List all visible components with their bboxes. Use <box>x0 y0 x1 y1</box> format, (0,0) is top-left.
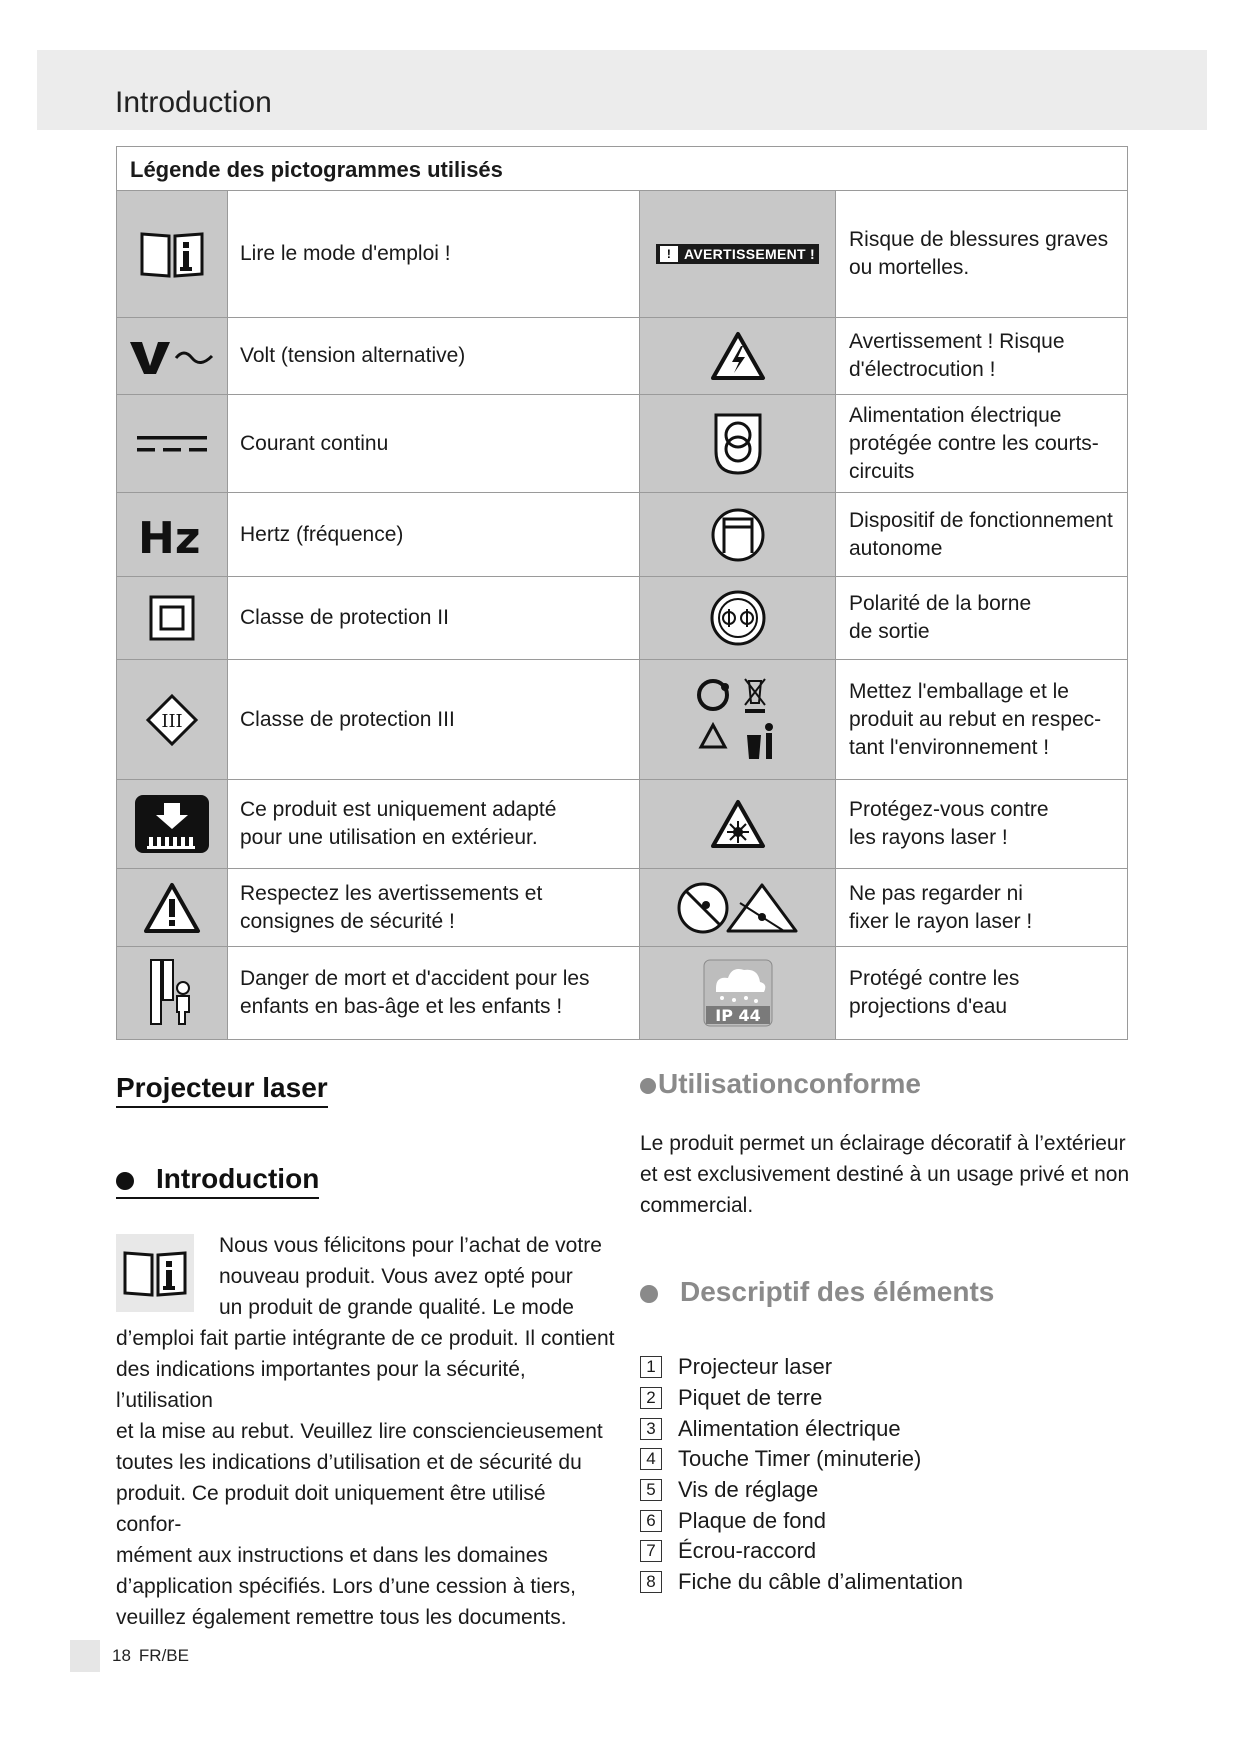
legend-text: Lire le mode d'emploi ! <box>240 242 451 265</box>
parts-list <box>640 1352 963 1598</box>
intro-text-line: des indications importantes pour la sécurité, l’utilisation <box>116 1358 526 1412</box>
intro-text-line: veuillez également remettre tous les documents. <box>116 1606 567 1629</box>
intro-text-line: nouveau produit. Vous avez opté pour <box>219 1265 573 1288</box>
usage-text: Le produit permet un éclairage décoratif à l’extérieur et est exclusivement destiné à un usage privé et non commercial. <box>640 1132 1130 1217</box>
part-label: Touche Timer (minuterie) <box>678 1446 922 1472</box>
list-item <box>640 1444 963 1475</box>
legend-text: Avertissement ! Risque d'électrocution ! <box>849 330 1065 381</box>
list-item <box>640 1505 963 1536</box>
page-locale: FR/BE <box>138 1646 189 1665</box>
legend-row <box>117 577 1127 660</box>
page-number: 18 <box>112 1646 131 1665</box>
part-label: Alimentation électrique <box>678 1415 901 1441</box>
volt-ac-icon <box>117 318 228 394</box>
legend-text: Classe de protection III <box>240 707 455 731</box>
intro-paragraph <box>116 1230 616 1633</box>
pictogram-legend-table <box>116 146 1128 1040</box>
recycling-disposal-icon <box>639 660 836 779</box>
intro-text-line: d’emploi fait partie intégrante de ce produit. Il contient <box>116 1327 615 1350</box>
legend-text: Protégez-vous contre les rayons laser ! <box>849 798 1049 849</box>
intro-text-line: produit. Ce produit doit uniquement être utilisé confor- <box>116 1482 546 1536</box>
intro-text-line: d’application spécifiés. Lors d’une cession à tiers, <box>116 1575 576 1598</box>
legend-row <box>117 780 1127 869</box>
intro-text <box>116 1230 616 1633</box>
outdoor-use-icon <box>117 780 228 868</box>
protection-class-3-icon <box>117 660 228 779</box>
part-number: 7 <box>640 1540 662 1562</box>
warning-label-icon: ! AVERTISSEMENT ! <box>639 191 836 317</box>
direct-current-icon <box>117 395 228 492</box>
intro-text-line: mément aux instructions et dans les domaines <box>116 1544 548 1567</box>
part-number: 5 <box>640 1479 662 1501</box>
legend-text: Ne pas regarder ni fixer le rayon laser ! <box>849 881 1033 933</box>
parts-heading-label: Descriptif des éléments <box>680 1276 995 1307</box>
list-item <box>640 1383 963 1414</box>
legend-row <box>117 493 1127 577</box>
bullet-icon <box>116 1172 134 1190</box>
intro-heading <box>116 1163 319 1199</box>
list-item <box>640 1567 963 1598</box>
protection-class-2-icon <box>117 577 228 659</box>
usage-heading-label: Utilisationconforme <box>658 1068 921 1099</box>
bullet-icon <box>640 1078 656 1094</box>
ip-rating-text: IP 44 <box>714 1006 761 1025</box>
read-manual-icon <box>117 191 228 317</box>
legend-text: Danger de mort et d'accident pour les enfants en bas-âge et les enfants ! <box>240 967 590 1018</box>
svg-text:III: III <box>161 710 183 732</box>
short-circuit-proof-transformer-icon <box>639 395 836 492</box>
part-number: 3 <box>640 1418 662 1440</box>
ip44-icon <box>639 947 836 1039</box>
part-number: 8 <box>640 1571 662 1593</box>
legend-text: Mettez l'emballage et le produit au rebut en respec- tant l'environnement ! <box>849 679 1102 759</box>
intro-text-line: Nous vous félicitons pour l’achat de votre <box>219 1234 602 1257</box>
part-label: Piquet de terre <box>678 1385 823 1411</box>
footer-marker <box>70 1640 100 1672</box>
page-footer <box>112 1646 197 1666</box>
part-number: 4 <box>640 1448 662 1470</box>
list-item <box>640 1413 963 1444</box>
legend-text: Courant continu <box>240 431 389 455</box>
intro-heading-label: Introduction <box>156 1163 320 1194</box>
part-number: 6 <box>640 1510 662 1532</box>
legend-text: Polarité de la borne de sortie <box>849 592 1032 643</box>
usage-heading <box>640 1068 921 1100</box>
list-item <box>640 1475 963 1506</box>
legend-row <box>117 395 1127 493</box>
output-polarity-icon <box>639 577 836 659</box>
list-item <box>640 1352 963 1383</box>
list-item <box>640 1536 963 1567</box>
intro-text-line: et la mise au rebut. Veuillez lire consciencieusement <box>116 1420 603 1443</box>
page-title: Introduction <box>115 86 272 119</box>
legend-row <box>117 318 1127 395</box>
safety-warning-icon <box>117 869 228 946</box>
legend-text: Ce produit est uniquement adapté pour une utilisation en extérieur. <box>240 798 557 849</box>
part-label: Vis de réglage <box>678 1477 819 1503</box>
hertz-icon <box>117 493 228 576</box>
part-label: Projecteur laser <box>678 1354 833 1380</box>
part-number: 2 <box>640 1387 662 1409</box>
legend-row <box>117 191 1127 318</box>
parts-heading <box>640 1276 994 1308</box>
legend-text: Risque de blessures graves ou mortelles. <box>849 228 1109 279</box>
legend-text: Protégé contre les projections d'eau <box>849 967 1020 1018</box>
legend-text: Respectez les avertissements et consignes de sécurité ! <box>240 881 543 933</box>
legend-caption: Légende des pictogrammes utilisés <box>117 147 1127 191</box>
legend-text: Volt (tension alternative) <box>240 344 466 367</box>
laser-warning-icon <box>639 780 836 868</box>
child-danger-icon <box>117 947 228 1039</box>
legend-row <box>117 660 1127 780</box>
part-label: Plaque de fond <box>678 1507 827 1533</box>
legend-text: Dispositif de fonctionnement autonome <box>849 508 1113 560</box>
legend-text: Classe de protection II <box>240 606 449 629</box>
intro-text-line: un produit de grande qualité. Le mode <box>219 1296 574 1319</box>
product-title: Projecteur laser <box>116 1072 328 1108</box>
part-number: 1 <box>640 1356 662 1378</box>
independent-operation-icon <box>639 493 836 576</box>
svg-text:Hz: Hz <box>138 512 201 557</box>
electric-shock-icon <box>639 318 836 394</box>
bullet-icon <box>640 1285 658 1303</box>
legend-row <box>117 947 1127 1039</box>
legend-row <box>117 869 1127 947</box>
part-label: Fiche du câble d’alimentation <box>678 1569 963 1595</box>
intro-text-line: toutes les indications d’utilisation et de sécurité du <box>116 1451 582 1474</box>
legend-text: Hertz (fréquence) <box>240 522 404 546</box>
warning-badge-text: AVERTISSEMENT ! <box>683 246 816 262</box>
do-not-stare-laser-icon <box>639 869 836 946</box>
legend-text: Alimentation électrique protégée contre les courts- circuits <box>849 403 1099 483</box>
part-label: Écrou-raccord <box>678 1538 817 1564</box>
